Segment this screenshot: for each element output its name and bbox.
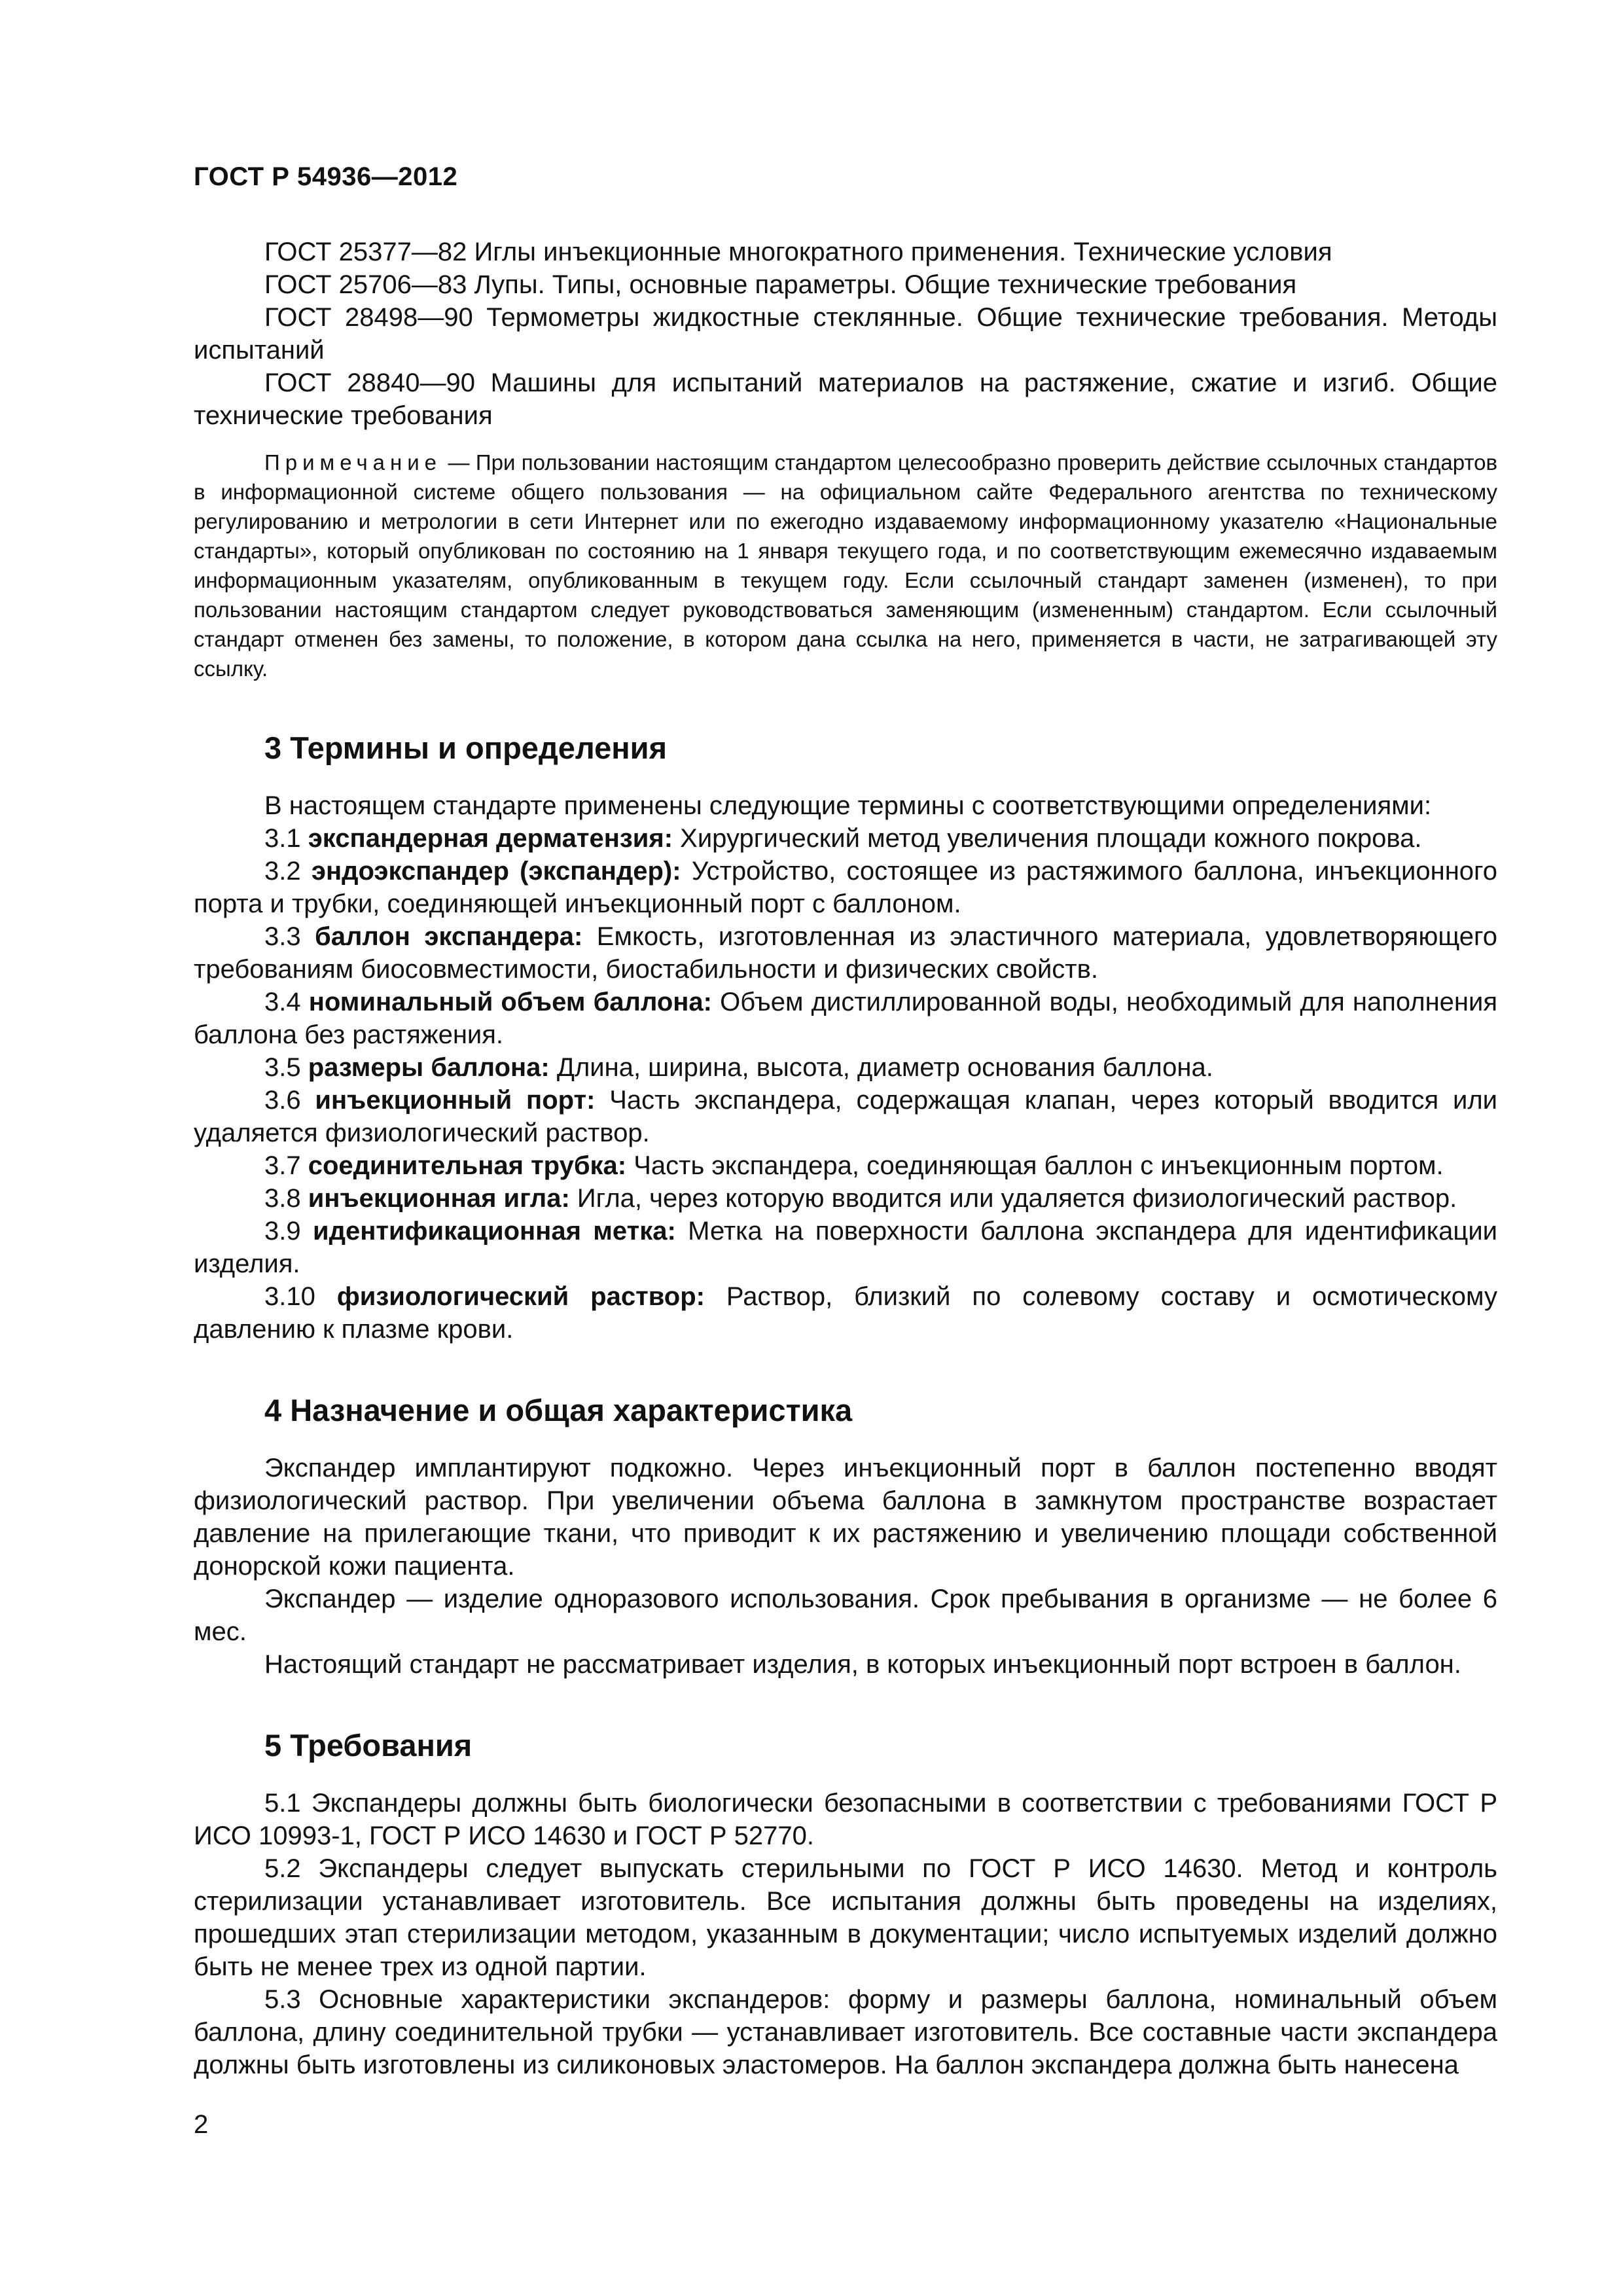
term-number: 3.4 — [264, 988, 309, 1016]
term-definition: Часть экспандера, соединяющая баллон с инъекционным портом. — [626, 1151, 1444, 1180]
term-name: размеры баллона: — [308, 1053, 550, 1082]
term-definition: Емкость, изготовленная из эластичного материала, удовлетворяющего требованиям биосовместимости, биостабильности и физических свойств. — [194, 922, 1497, 984]
term-name: физиологический раствор: — [336, 1282, 705, 1311]
term-name: инъекционная игла: — [308, 1184, 570, 1213]
term-definition: Объем дистиллированной воды, необходимый для наполнения баллона без растяжения. — [194, 988, 1497, 1049]
page-content — [194, 236, 1497, 2081]
reference-item: ГОСТ 28498—90 Термометры жидкостные стеклянные. Общие технические требования. Методы испытаний — [194, 303, 1497, 365]
term-item — [194, 822, 1497, 855]
term-number: 3.5 — [264, 1053, 308, 1082]
term-item — [194, 1215, 1497, 1280]
term-definition: Раствор, близкий по солевому составу и осмотическому давлению к плазме крови. — [194, 1282, 1497, 1344]
section-3-intro: В настоящем стандарте применены следующие термины с соответствующими определениями: — [264, 791, 1432, 820]
term-item — [194, 920, 1497, 986]
term-item — [194, 1084, 1497, 1149]
section-5-paragraph: 5.3 Основные характеристики экспандеров: форму и размеры баллона, номинальный объем баллона, длину соединительной трубки — устанавливает изготовитель. Все составные части экспандера должны быть изготовлены из силиконовых эластомеров. На баллон экспандера должна быть нанесена — [194, 1985, 1497, 2079]
term-name: экспандерная дерматензия: — [308, 824, 673, 853]
reference-item: ГОСТ 25706—83 Лупы. Типы, основные параметры. Общие технические требования — [264, 270, 1297, 299]
note-text: При пользовании настоящим стандартом целесообразно проверить действие ссылочных стандартов в информационной системе общего пользования — на официальном сайте Федерального агентства по техническому регулированию и метрологии в сети Интернет или по ежегодно издаваемому информационному указателю «Национальные стандарты», который опубликован по состоянию на 1 января текущего года, и по соответствующим ежемесячно издаваемым информационным указателям, опубликованным в текущем году. Если ссылочный стандарт заменен (изменен), то при пользовании настоящим стандартом следует руководствоваться заменяющим (измененным) стандартом. Если ссылочный стандарт отменен без замены, то положение, в котором дана ссылка на него, применяется в части, не затрагивающей эту ссылку. — [194, 450, 1497, 681]
note-label: Примечание — [264, 450, 442, 475]
page-number: 2 — [194, 2110, 209, 2139]
term-item — [194, 1182, 1497, 1215]
term-definition: Игла, через которую вводится или удаляется физиологический раствор. — [569, 1184, 1457, 1213]
term-number: 3.7 — [264, 1151, 308, 1180]
term-number: 3.3 — [264, 922, 315, 951]
term-name: номинальный объем баллона: — [308, 988, 712, 1016]
section-5-heading: 5 Требования — [264, 1728, 473, 1763]
note-dash: — — [442, 450, 476, 475]
term-name: инъекционный порт: — [315, 1086, 596, 1115]
term-number: 3.9 — [264, 1217, 313, 1246]
term-number: 3.8 — [264, 1184, 308, 1213]
term-item — [194, 1280, 1497, 1346]
references-list — [194, 236, 1497, 432]
reference-item: ГОСТ 28840—90 Машины для испытаний материалов на растяжение, сжатие и изгиб. Общие технические требования — [194, 368, 1497, 430]
term-name: соединительная трубка: — [308, 1151, 627, 1180]
section-4-paragraph: Настоящий стандарт не рассматривает изделия, в которых инъекционный порт встроен в баллон. — [264, 1650, 1461, 1679]
section-4-paragraph: Экспандер имплантируют подкожно. Через инъекционный порт в баллон постепенно вводят физиологический раствор. При увеличении объема баллона в замкнутом пространстве возрастает давление на прилегающие ткани, что приводит к их растяжению и увеличению площади собственной донорской кожи пациента. — [194, 1454, 1497, 1581]
document-header: ГОСТ Р 54936—2012 — [194, 162, 458, 191]
note-paragraph — [194, 448, 1497, 683]
term-definition: Часть экспандера, содержащая клапан, через который вводится или удаляется физиологический раствор. — [194, 1086, 1497, 1147]
term-definition: Устройство, состоящее из растяжимого баллона, инъекционного порта и трубки, соединяющей инъекционный порт с баллоном. — [194, 857, 1498, 918]
section-5-paragraph: 5.2 Экспандеры следует выпускать стерильными по ГОСТ Р ИСО 14630. Метод и контроль стерилизации устанавливает изготовитель. Все испытания должны быть проведены на изделиях, прошедших этап стерилизации методом, указанным в документации; число испытуемых изделий должно быть не менее трех из одной партии. — [194, 1854, 1497, 1981]
term-name: эндоэкспандер (экспандер): — [311, 857, 681, 886]
term-number: 3.2 — [264, 857, 312, 886]
term-number: 3.6 — [264, 1086, 315, 1115]
term-item — [194, 855, 1497, 920]
term-definition: Длина, ширина, высота, диаметр основания баллона. — [549, 1053, 1213, 1082]
reference-item: ГОСТ 25377—82 Иглы инъекционные многократного применения. Технические условия — [264, 238, 1332, 266]
section-3-heading: 3 Термины и определения — [264, 730, 667, 765]
section-4-paragraph: Экспандер — изделие одноразового использования. Срок пребывания в организме — не более 6 мес. — [194, 1585, 1497, 1646]
term-item — [194, 986, 1497, 1051]
section-5-paragraph: 5.1 Экспандеры должны быть биологически безопасными в соответствии с требованиями ГОСТ Р ИСО 10993-1, ГОСТ Р ИСО 14630 и ГОСТ Р 52770. — [194, 1789, 1497, 1850]
term-number: 3.1 — [264, 824, 308, 853]
term-definition: Метка на поверхности баллона экспандера для идентификации изделия. — [194, 1217, 1498, 1278]
term-name: баллон экспандера: — [315, 922, 583, 951]
term-definition: Хирургический метод увеличения площади кожного покрова. — [673, 824, 1422, 853]
section-4-heading: 4 Назначение и общая характеристика — [264, 1393, 853, 1427]
term-number: 3.10 — [264, 1282, 337, 1311]
term-name: идентификационная метка: — [312, 1217, 676, 1246]
term-item — [194, 1051, 1497, 1084]
term-item — [194, 1149, 1497, 1182]
